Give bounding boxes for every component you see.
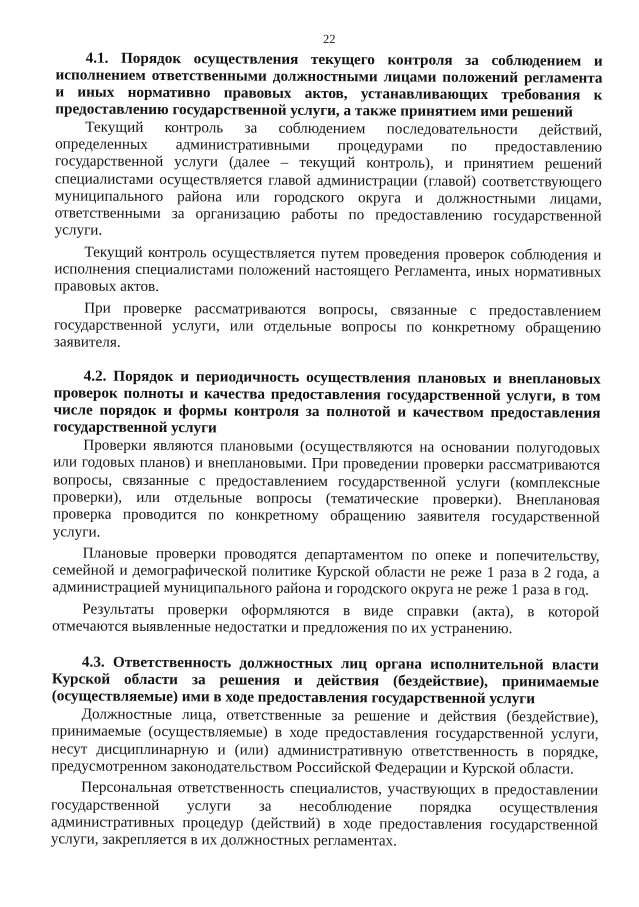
section-heading: 4.2. Порядок и периодичность осуществления плановых и внеплановых проверок полноты и качества предоставления государственной услуги, в том числе порядок и формы контроля за полнотой и качеством предоставления государственной услуги bbox=[53, 368, 601, 437]
paragraph: При проверке рассматриваются вопросы, связанные с предоставлением государственной услуги, или отдельные вопросы по конкретному обращению заявителя. bbox=[53, 299, 602, 351]
paragraph: Плановые проверки проводятся департаментом по опеке и попечительству, семейной и демографической политике Курской области не реже 1 раза в 2 года, а администрацией муниципального района и городского округа не реже 1 раза в год. bbox=[52, 544, 600, 600]
section-4-1 bbox=[54, 50, 603, 354]
section-4-3 bbox=[51, 655, 599, 851]
paragraph: Должностные лица, ответственные за решение и действия (бездействие), принимаемые (осуществляемые) в ходе предоставления государственной услуги, несут дисциплинарную и (или) административную ответственность в порядке, предусмотренном законодательством Российской Федерации и Курской области. bbox=[51, 705, 599, 778]
section-4-2 bbox=[52, 369, 601, 638]
paragraph: Проверки являются плановыми (осуществляются на основании полугодовых или годовых планов) и внеплановыми. При проведении проверки рассматриваются вопросы, связанные с предоставлением государственной услуги (комплексные проверки), или отдельные вопросы (тематические проверки). Внеплановая проверка проводится по конкретному обращению заявителя государственной услуги. bbox=[52, 436, 601, 541]
page-number: 22 bbox=[322, 32, 336, 47]
paragraph: Текущий контроль осуществляется путем проведения проверок соблюдения и исполнения специалистами положений настоящего Регламента, иных нормативных правовых актов. bbox=[54, 243, 602, 296]
paragraph: Текущий контроль за соблюдением последовательности действий, определенных административными процедурами по предоставлению государственной услуги (далее – текущий контроль), и принятием решений специалистами осуществляется главой администрации (главой) соответствующего муниципального района или городского округа и должностными лицами, ответственными за организацию работы по предоставлению государственной услуги. bbox=[54, 118, 603, 240]
section-heading: 4.1. Порядок осуществления текущего контроля за соблюдением и исполнением ответственными должностными лицами положений регламента и иных нормативно правовых актов, устанавливающих требования к предоставлению государственной услуги, а также принятием ими решений bbox=[55, 49, 603, 121]
paragraph: Результаты проверки оформляются в виде справки (акта), в которой отмечаются выявленные недостатки и предложения по их устранению. bbox=[52, 600, 600, 638]
paragraph: Персональная ответственность специалистов, участвующих в предоставлении государственной услуги за несоблюдение порядка осуществления административных процедур (действий) в ходе предоставления государственной услуги, закрепляется в их должностных регламентах. bbox=[50, 778, 599, 850]
section-heading: 4.3. Ответственность должностных лиц органа исполнительной власти Курской области за решения и действия (бездействие), принимаемые (осуществляемые) ими в ходе предоставления государственной услуги bbox=[51, 653, 599, 708]
